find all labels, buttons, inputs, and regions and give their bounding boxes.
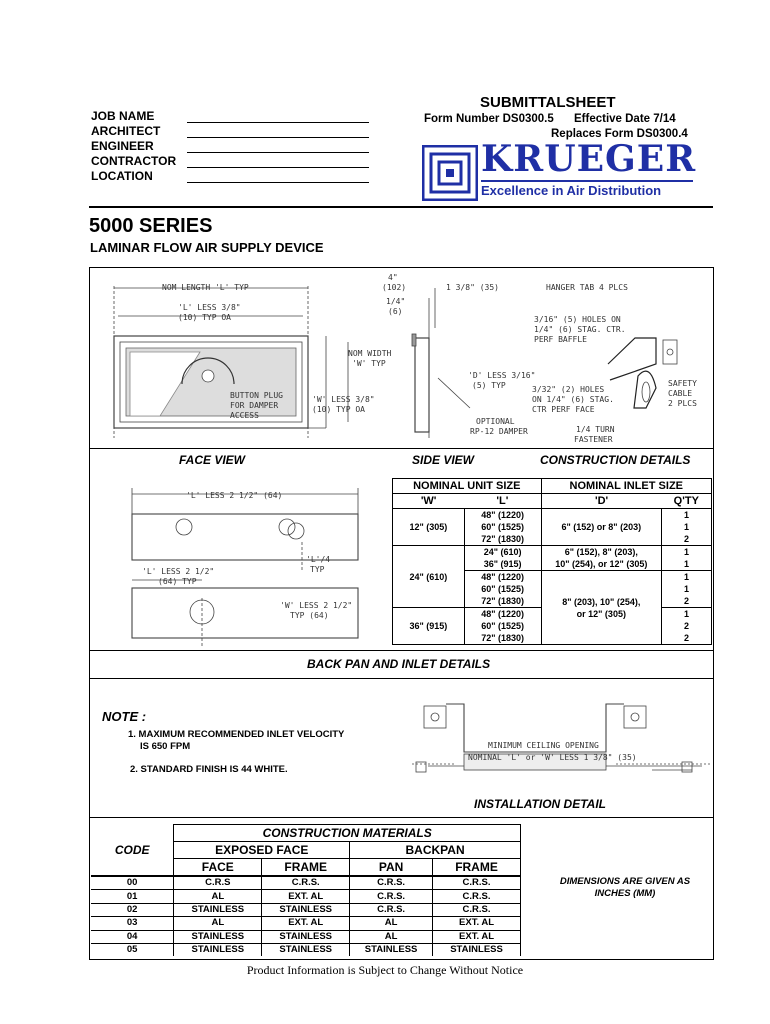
- back-pan-label: BACK PAN AND INLET DETAILS: [307, 657, 491, 671]
- note-heading: NOTE :: [102, 709, 147, 724]
- note-1-cont: IS 650 FPM: [140, 741, 191, 752]
- effective-date: Effective Date 7/14: [574, 113, 676, 125]
- section-divider-1: [89, 448, 714, 449]
- svg-text:'L' LESS 3/8": 'L' LESS 3/8": [178, 303, 241, 312]
- svg-text:2 PLCS: 2 PLCS: [668, 399, 697, 408]
- face-side-construction-drawing: [90, 268, 712, 448]
- architect-label: ARCHITECT: [91, 124, 161, 138]
- svg-text:PERF BAFFLE: PERF BAFFLE: [534, 335, 587, 344]
- svg-text:'L'/4: 'L'/4: [306, 555, 331, 564]
- construction-materials-header: CONSTRUCTION MATERIALS: [174, 825, 521, 842]
- construction-details-label: CONSTRUCTION DETAILS: [540, 453, 691, 467]
- exposed-face-header: EXPOSED FACE: [174, 842, 350, 859]
- table-row: 60" (1525) 1: [393, 583, 712, 595]
- svg-text:CABLE: CABLE: [668, 389, 693, 398]
- form-number: Form Number DS0300.5: [424, 113, 554, 125]
- code-header: CODE: [91, 825, 174, 877]
- contractor-field[interactable]: [187, 167, 369, 168]
- section-divider-3: [89, 678, 714, 679]
- face-view-label: FACE VIEW: [179, 453, 246, 467]
- nominal-unit-size-header: NOMINAL UNIT SIZE: [393, 479, 542, 494]
- svg-text:(10) TYP OA: (10) TYP OA: [178, 313, 231, 322]
- table-row: 12" (305) 48" (1220) 6" (152) or 8" (203) 1: [393, 509, 712, 522]
- face-header: FACE: [174, 859, 262, 877]
- table-row: 36" (915) 10" (254), or 12" (305) 1: [393, 558, 712, 571]
- brand-name: KRUEGER: [481, 138, 697, 180]
- col-l-header: 'L': [464, 494, 541, 509]
- header-divider: [89, 206, 713, 208]
- svg-text:'W' LESS 2 1/2": 'W' LESS 2 1/2": [280, 601, 353, 610]
- back-pan-drawing: [92, 478, 382, 648]
- svg-text:3/32" (2) HOLES: 3/32" (2) HOLES: [532, 385, 605, 394]
- svg-text:NOM WIDTH: NOM WIDTH: [348, 349, 392, 358]
- section-divider-2: [89, 650, 714, 651]
- frame-header: FRAME: [262, 859, 350, 877]
- svg-text:(64) TYP: (64) TYP: [158, 577, 197, 586]
- svg-text:ON 1/4" (6) STAG.: ON 1/4" (6) STAG.: [532, 395, 614, 404]
- svg-text:(102): (102): [382, 283, 407, 292]
- job-name-field[interactable]: [187, 122, 369, 123]
- svg-text:1/4 TURN: 1/4 TURN: [576, 425, 615, 434]
- contractor-label: CONTRACTOR: [91, 154, 177, 168]
- svg-text:OPTIONAL: OPTIONAL: [476, 417, 515, 426]
- svg-text:4": 4": [388, 273, 398, 282]
- svg-text:ACCESS: ACCESS: [230, 411, 259, 420]
- installation-label: INSTALLATION DETAIL: [474, 797, 606, 811]
- svg-text:'W' TYP: 'W' TYP: [352, 359, 386, 368]
- svg-text:1/4": 1/4": [386, 297, 406, 306]
- svg-text:1 3/8" (35): 1 3/8" (35): [446, 283, 499, 292]
- brand-tagline: Excellence in Air Distribution: [481, 183, 662, 198]
- section-divider-4: [90, 817, 713, 818]
- table-row: 36" (915) 48" (1220) 1: [393, 608, 712, 621]
- product-series: 5000 SERIES: [89, 215, 213, 237]
- table-row: 05 STAINLESS STAINLESS STAINLESS STAINLESS: [91, 943, 521, 956]
- svg-text:'L' LESS 2 1/2" (64): 'L' LESS 2 1/2" (64): [186, 491, 283, 500]
- svg-text:FOR DAMPER: FOR DAMPER: [230, 401, 279, 410]
- table-row: 72" (1830) 2: [393, 632, 712, 645]
- job-name-label: JOB NAME: [91, 109, 155, 123]
- svg-text:RP-12 DAMPER: RP-12 DAMPER: [470, 427, 528, 436]
- svg-text:FASTENER: FASTENER: [574, 435, 613, 444]
- note-2: 2. STANDARD FINISH IS 44 WHITE.: [130, 764, 288, 775]
- backpan-header: BACKPAN: [350, 842, 521, 859]
- svg-text:HANGER TAB 4 PLCS: HANGER TAB 4 PLCS: [546, 283, 628, 292]
- location-field[interactable]: [187, 182, 369, 183]
- col-qty-header: Q'TY: [673, 495, 699, 507]
- table-row: 72" (1830) 2: [393, 595, 712, 608]
- engineer-label: ENGINEER: [91, 139, 154, 153]
- col-d-header: 'D': [594, 495, 609, 507]
- table-row: 24" (610) 24" (610) 6" (152), 8" (203), 1: [393, 546, 712, 559]
- replaces-form: Replaces Form DS0300.4: [551, 128, 688, 140]
- job-info-labels: [91, 109, 176, 184]
- svg-text:'W' LESS 3/8": 'W' LESS 3/8": [312, 395, 375, 404]
- table-row: 48" (1220) 8" (203), 10" (254), or 12" (305) 1: [393, 571, 712, 584]
- footer-disclaimer: Product Information is Subject to Change Without Notice: [246, 963, 524, 977]
- svg-text:CTR PERF FACE: CTR PERF FACE: [532, 405, 595, 414]
- product-subtitle: LAMINAR FLOW AIR SUPPLY DEVICE: [90, 240, 324, 255]
- table-row: 00 C.R.S C.R.S. C.R.S. C.R.S.: [91, 876, 521, 890]
- nominal-inlet-size-header: NOMINAL INLET SIZE: [569, 480, 683, 492]
- svg-text:TYP (64): TYP (64): [290, 611, 329, 620]
- note-1: 1. MAXIMUM RECOMMENDED INLET VELOCITY: [128, 729, 345, 740]
- architect-field[interactable]: [187, 137, 369, 138]
- krueger-logo-icon: [422, 145, 478, 201]
- svg-text:(6): (6): [388, 307, 403, 316]
- dimensions-note: DIMENSIONS ARE GIVEN AS INCHES (MM): [559, 876, 691, 899]
- installation-drawing: [412, 690, 712, 790]
- table-row: 72" (1830) 2: [393, 533, 712, 546]
- table-row: 01 AL EXT. AL C.R.S. C.R.S.: [91, 890, 521, 903]
- engineer-field[interactable]: [187, 152, 369, 153]
- size-table: [392, 478, 712, 645]
- svg-text:'L' LESS 2 1/2": 'L' LESS 2 1/2": [142, 567, 215, 576]
- location-label: LOCATION: [91, 169, 153, 183]
- brand-underline: [481, 180, 693, 182]
- col-w-header: 'W': [420, 495, 437, 507]
- svg-text:TYP: TYP: [310, 565, 325, 574]
- svg-text:3/16" (5) HOLES ON: 3/16" (5) HOLES ON: [534, 315, 621, 324]
- backpan-frame-header: FRAME: [433, 859, 521, 877]
- svg-text:1/4" (6) STAG. CTR.: 1/4" (6) STAG. CTR.: [534, 325, 626, 334]
- table-row: 60" (1525) 1: [393, 521, 712, 533]
- svg-text:SAFETY: SAFETY: [668, 379, 697, 388]
- svg-text:BUTTON PLUG: BUTTON PLUG: [230, 391, 283, 400]
- materials-table: [91, 824, 521, 956]
- svg-text:(5) TYP: (5) TYP: [472, 381, 506, 390]
- svg-text:NOMINAL 'L' or 'W' LESS 1 3/8": NOMINAL 'L' or 'W' LESS 1 3/8" (35): [468, 753, 637, 762]
- svg-text:(10) TYP OA: (10) TYP OA: [312, 405, 365, 414]
- svg-text:'D' LESS 3/16": 'D' LESS 3/16": [468, 371, 536, 380]
- svg-text:MINIMUM CEILING OPENING: MINIMUM CEILING OPENING: [488, 741, 599, 750]
- side-view-label: SIDE VIEW: [412, 453, 475, 467]
- table-row: 03 AL EXT. AL AL EXT. AL: [91, 917, 521, 930]
- table-row: 02 STAINLESS STAINLESS C.R.S. C.R.S.: [91, 903, 521, 916]
- table-row: 04 STAINLESS STAINLESS AL EXT. AL: [91, 930, 521, 943]
- table-row: 60" (1525) 2: [393, 620, 712, 632]
- sheet-title: SUBMITTALSHEET: [480, 94, 616, 111]
- svg-text:NOM LENGTH 'L' TYP: NOM LENGTH 'L' TYP: [162, 283, 249, 292]
- pan-header: PAN: [350, 859, 433, 877]
